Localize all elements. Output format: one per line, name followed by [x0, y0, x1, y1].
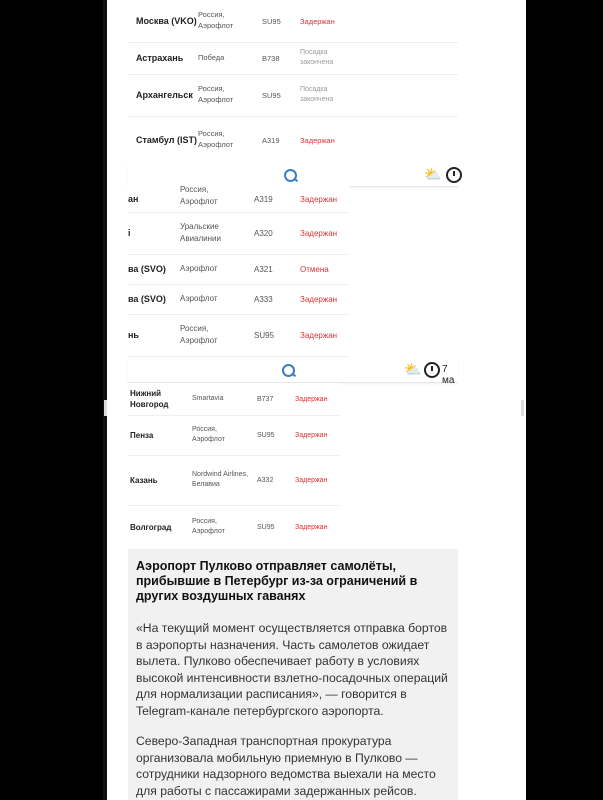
flight-city: ва (SVO) — [128, 294, 166, 304]
article-headline: Аэропорт Пулково отправляет самолёты, прибывшие в Петербург из-за ограничений в других воздушных гаванях — [136, 559, 418, 603]
table-row[interactable] — [128, 505, 340, 549]
flight-city: Архангельск — [136, 90, 193, 100]
flight-city: Пенза — [130, 430, 154, 440]
flight-airline: Уральские Авиалинии — [180, 222, 221, 243]
flight-status: Задержан — [295, 395, 328, 403]
flight-airline: Россия, Аэрофлот — [180, 185, 218, 206]
flight-aircraft: SU95 — [262, 90, 281, 100]
flight-airline: Россия, Аэрофлот — [192, 517, 225, 535]
flight-city: Астрахань — [136, 53, 184, 63]
flight-table-2 — [128, 186, 350, 356]
table-row[interactable] — [128, 284, 350, 315]
left-background — [0, 0, 107, 800]
flight-table-1 — [128, 0, 458, 165]
flight-airline: Nordwind Airlines, Белавиа — [192, 470, 249, 488]
article-paragraph: «На текущий момент осуществляется отправка бортов в аэропорты назначения. Часть самолетов ожидает вылета. Пулково обеспечивает работу в условиях высокой интенсивности взлетно-посадочных операций для нормализации расписания», — говорится в Telegram-канале петербургского аэропорта. — [136, 621, 448, 718]
flight-city: нь — [128, 330, 139, 340]
table-row[interactable] — [128, 254, 350, 285]
toolbar-1 — [128, 164, 458, 187]
table-row[interactable] — [128, 212, 350, 255]
clock-icon[interactable] — [446, 167, 462, 183]
flight-airline: Smartavia — [192, 394, 224, 402]
flight-status: Задержан — [300, 228, 338, 238]
flight-table-3 — [128, 383, 340, 549]
left-edge-marker — [104, 400, 107, 416]
flight-airline: Победа — [198, 52, 225, 62]
flight-airline: Аэрофлот — [180, 294, 218, 304]
table-row[interactable] — [128, 186, 350, 213]
flight-status: Задержан — [295, 523, 328, 531]
flight-airline: Россия, Аэрофлот — [198, 10, 234, 30]
flight-aircraft: SU95 — [257, 523, 275, 531]
search-icon[interactable] — [282, 364, 295, 377]
flight-status: Отмена — [300, 264, 329, 274]
flight-aircraft: SU95 — [257, 431, 275, 439]
weather-icon[interactable]: ⛅ — [404, 361, 422, 377]
flight-aircraft: A333 — [254, 294, 273, 304]
flight-airline: Россия, Аэрофлот — [198, 84, 234, 104]
flight-airline: Россия, Аэрофлот — [192, 425, 225, 443]
flight-city: ан — [128, 194, 139, 204]
flight-aircraft: A320 — [254, 228, 273, 238]
flight-aircraft: B738 — [262, 53, 280, 63]
flight-aircraft: SU95 — [254, 330, 275, 340]
flight-city: Нижний Новгород — [130, 388, 169, 409]
flight-aircraft: A319 — [262, 135, 280, 145]
flight-status: Посадка закончена — [300, 85, 334, 103]
flight-airline: Россия, Аэрофлот — [198, 129, 234, 149]
flight-status: Задержан — [300, 135, 335, 145]
flight-city: Волгоград — [130, 522, 172, 532]
clock-icon[interactable] — [424, 362, 440, 378]
flight-aircraft: A332 — [257, 476, 274, 484]
article-paragraph: Северо-Западная транспортная прокуратура организовала мобильную приемную в Пулково — сотрудники надзорного ведомства выехали на место для работы с пассажирами задержанных рейсов. — [136, 734, 436, 798]
flight-aircraft: SU95 — [262, 16, 281, 26]
flight-airline: Россия, Аэрофлот — [180, 324, 218, 345]
flight-status: Задержан — [295, 431, 328, 439]
table-row[interactable] — [128, 383, 340, 416]
flight-status: Посадка закончена — [300, 48, 334, 66]
flight-aircraft: A319 — [254, 194, 273, 204]
toolbar-2 — [128, 358, 458, 386]
table-row[interactable] — [128, 455, 340, 506]
flight-city: ва (SVO) — [128, 264, 166, 274]
flight-aircraft: B737 — [257, 395, 274, 403]
flight-status: Задержан — [300, 194, 338, 204]
weather-icon[interactable]: ⛅ — [424, 166, 442, 182]
article-block — [128, 549, 458, 800]
table-row[interactable] — [128, 116, 458, 165]
right-edge-marker — [521, 400, 524, 416]
flight-city: Стамбул (IST) — [136, 135, 197, 145]
table-row[interactable] — [128, 415, 340, 456]
flight-status: Задержан — [300, 16, 335, 26]
search-icon[interactable] — [284, 169, 297, 182]
flight-aircraft: A321 — [254, 264, 273, 274]
date-label[interactable]: 7 ма — [442, 364, 455, 386]
table-row[interactable] — [128, 0, 458, 43]
table-row[interactable] — [128, 314, 350, 357]
flight-airline: Аэрофлот — [180, 264, 218, 274]
flight-status: Задержан — [295, 476, 328, 484]
flight-status: Задержан — [300, 294, 338, 304]
flight-city: Москва (VKO) — [136, 16, 197, 26]
flight-status: Задержан — [300, 330, 338, 340]
flight-city: і — [128, 228, 131, 238]
table-row[interactable] — [128, 42, 458, 75]
flight-city: Казань — [130, 475, 158, 485]
table-row[interactable] — [128, 74, 458, 117]
